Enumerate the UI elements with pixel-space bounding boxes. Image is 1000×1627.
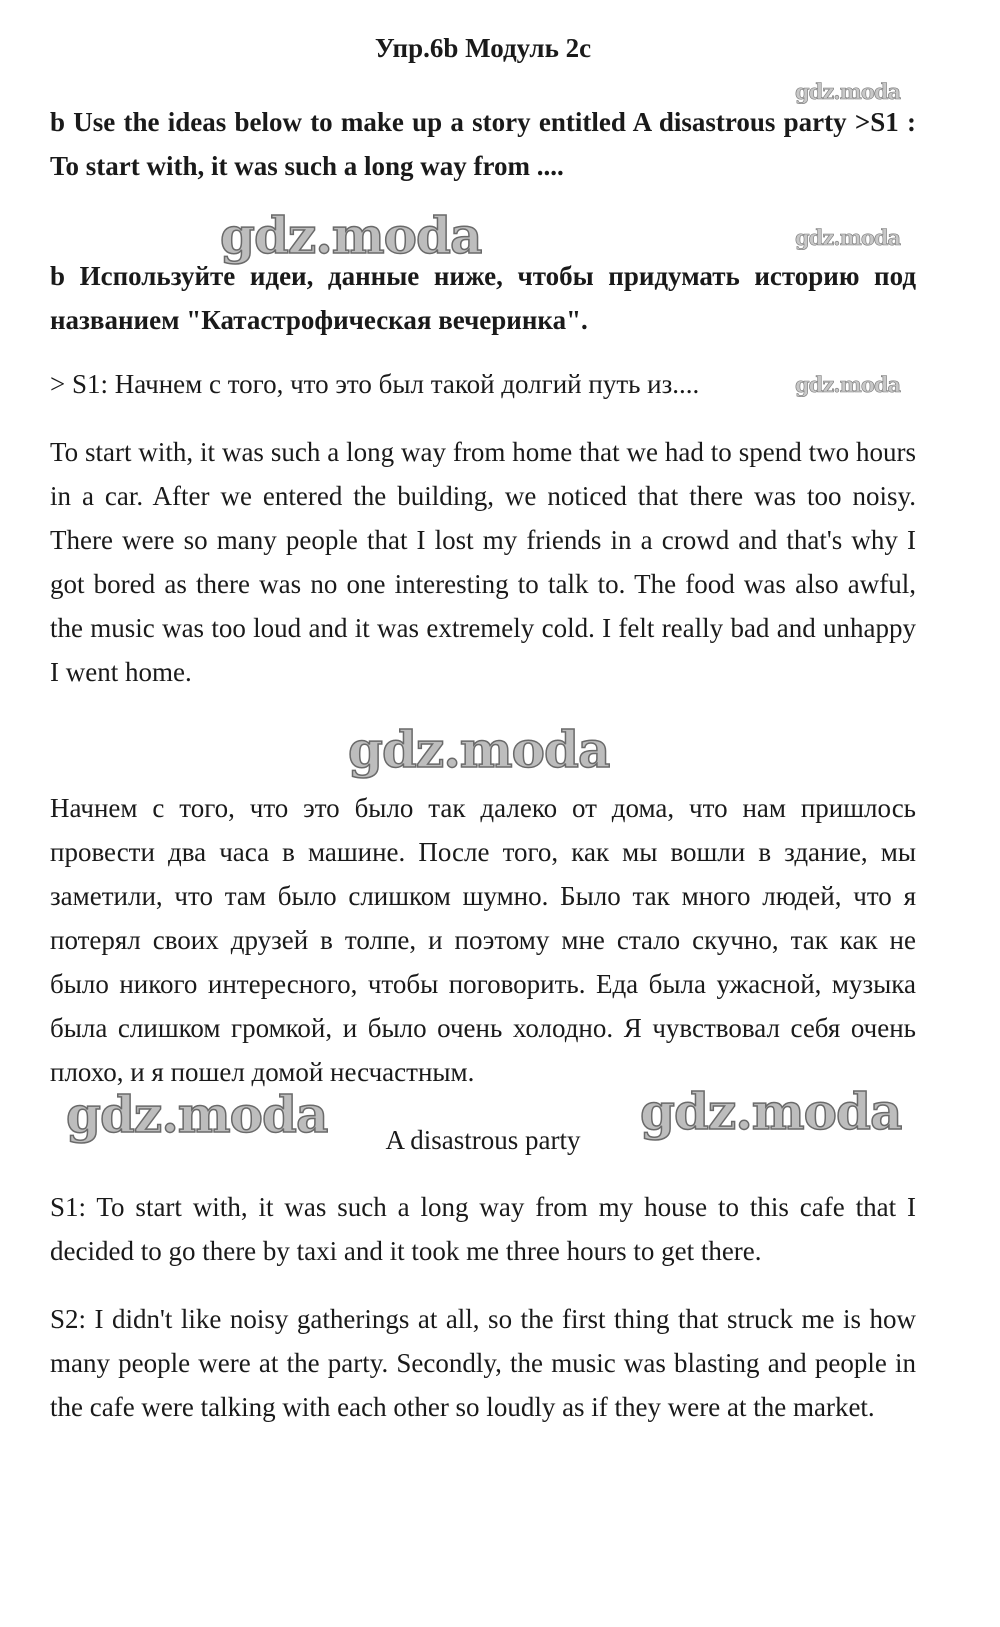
task-english: b Use the ideas below to make up a story entitled A disastrous party >S1 : To start with, it was such a long way from .... [50, 107, 916, 181]
story-subtitle: A disastrous party [385, 1125, 581, 1155]
task-russian: b Используйте идеи, данные ниже, чтобы придумать историю под названием "Катастрофическая вечеринка". [50, 261, 916, 335]
sentence-s2: S2: I didn't like noisy gatherings at all, so the first thing that struck me is how many people were at the party. Secondly, the music was blasting and people in the cafe were talking with each other so loudly as if they were at the market. [50, 1304, 916, 1422]
watermark: gdz.moda [640, 1082, 902, 1141]
watermark: gdz.moda [66, 1085, 328, 1144]
watermark: gdz.moda [795, 225, 901, 250]
watermark: gdz.moda [795, 79, 901, 104]
sentence-s1: S1: To start with, it was such a long way from my house to this cafe that I decided to go there by taxi and it took me three hours to get there. [50, 1192, 916, 1266]
page-title: Упр.6b Модуль 2c [374, 33, 592, 63]
story-english: To start with, it was such a long way from home that we had to spend two hours in a car. After we entered the building, we noticed that there was too noisy. There were so many people that I lost my friends in a crowd and that's why I got bored as there was no one interesting to talk to. The food was also awful, the music was too loud and it was extremely cold. I felt really bad and unhappy I went home. [50, 437, 916, 687]
watermark: gdz.moda [220, 206, 482, 265]
s1-prompt-russian: > S1: Начнем с того, что это был такой долгий путь из.... [50, 369, 700, 399]
watermark: gdz.moda [348, 720, 610, 779]
story-russian: Начнем с того, что это было так далеко от дома, что нам пришлось провести два часа в машине. После того, как мы вошли в здание, мы заметили, что там было слишком шумно. Было так много людей, что я потерял своих друзей в толпе, и поэтому мне стало скучно, так как не было никого интересного, чтобы поговорить. Еда была ужасной, музыка была слишком громкой, и было очень холодно. Я чувствовал себя очень плохо, и я пошел домой несчастным. [50, 793, 916, 1087]
watermark: gdz.moda [795, 372, 901, 397]
